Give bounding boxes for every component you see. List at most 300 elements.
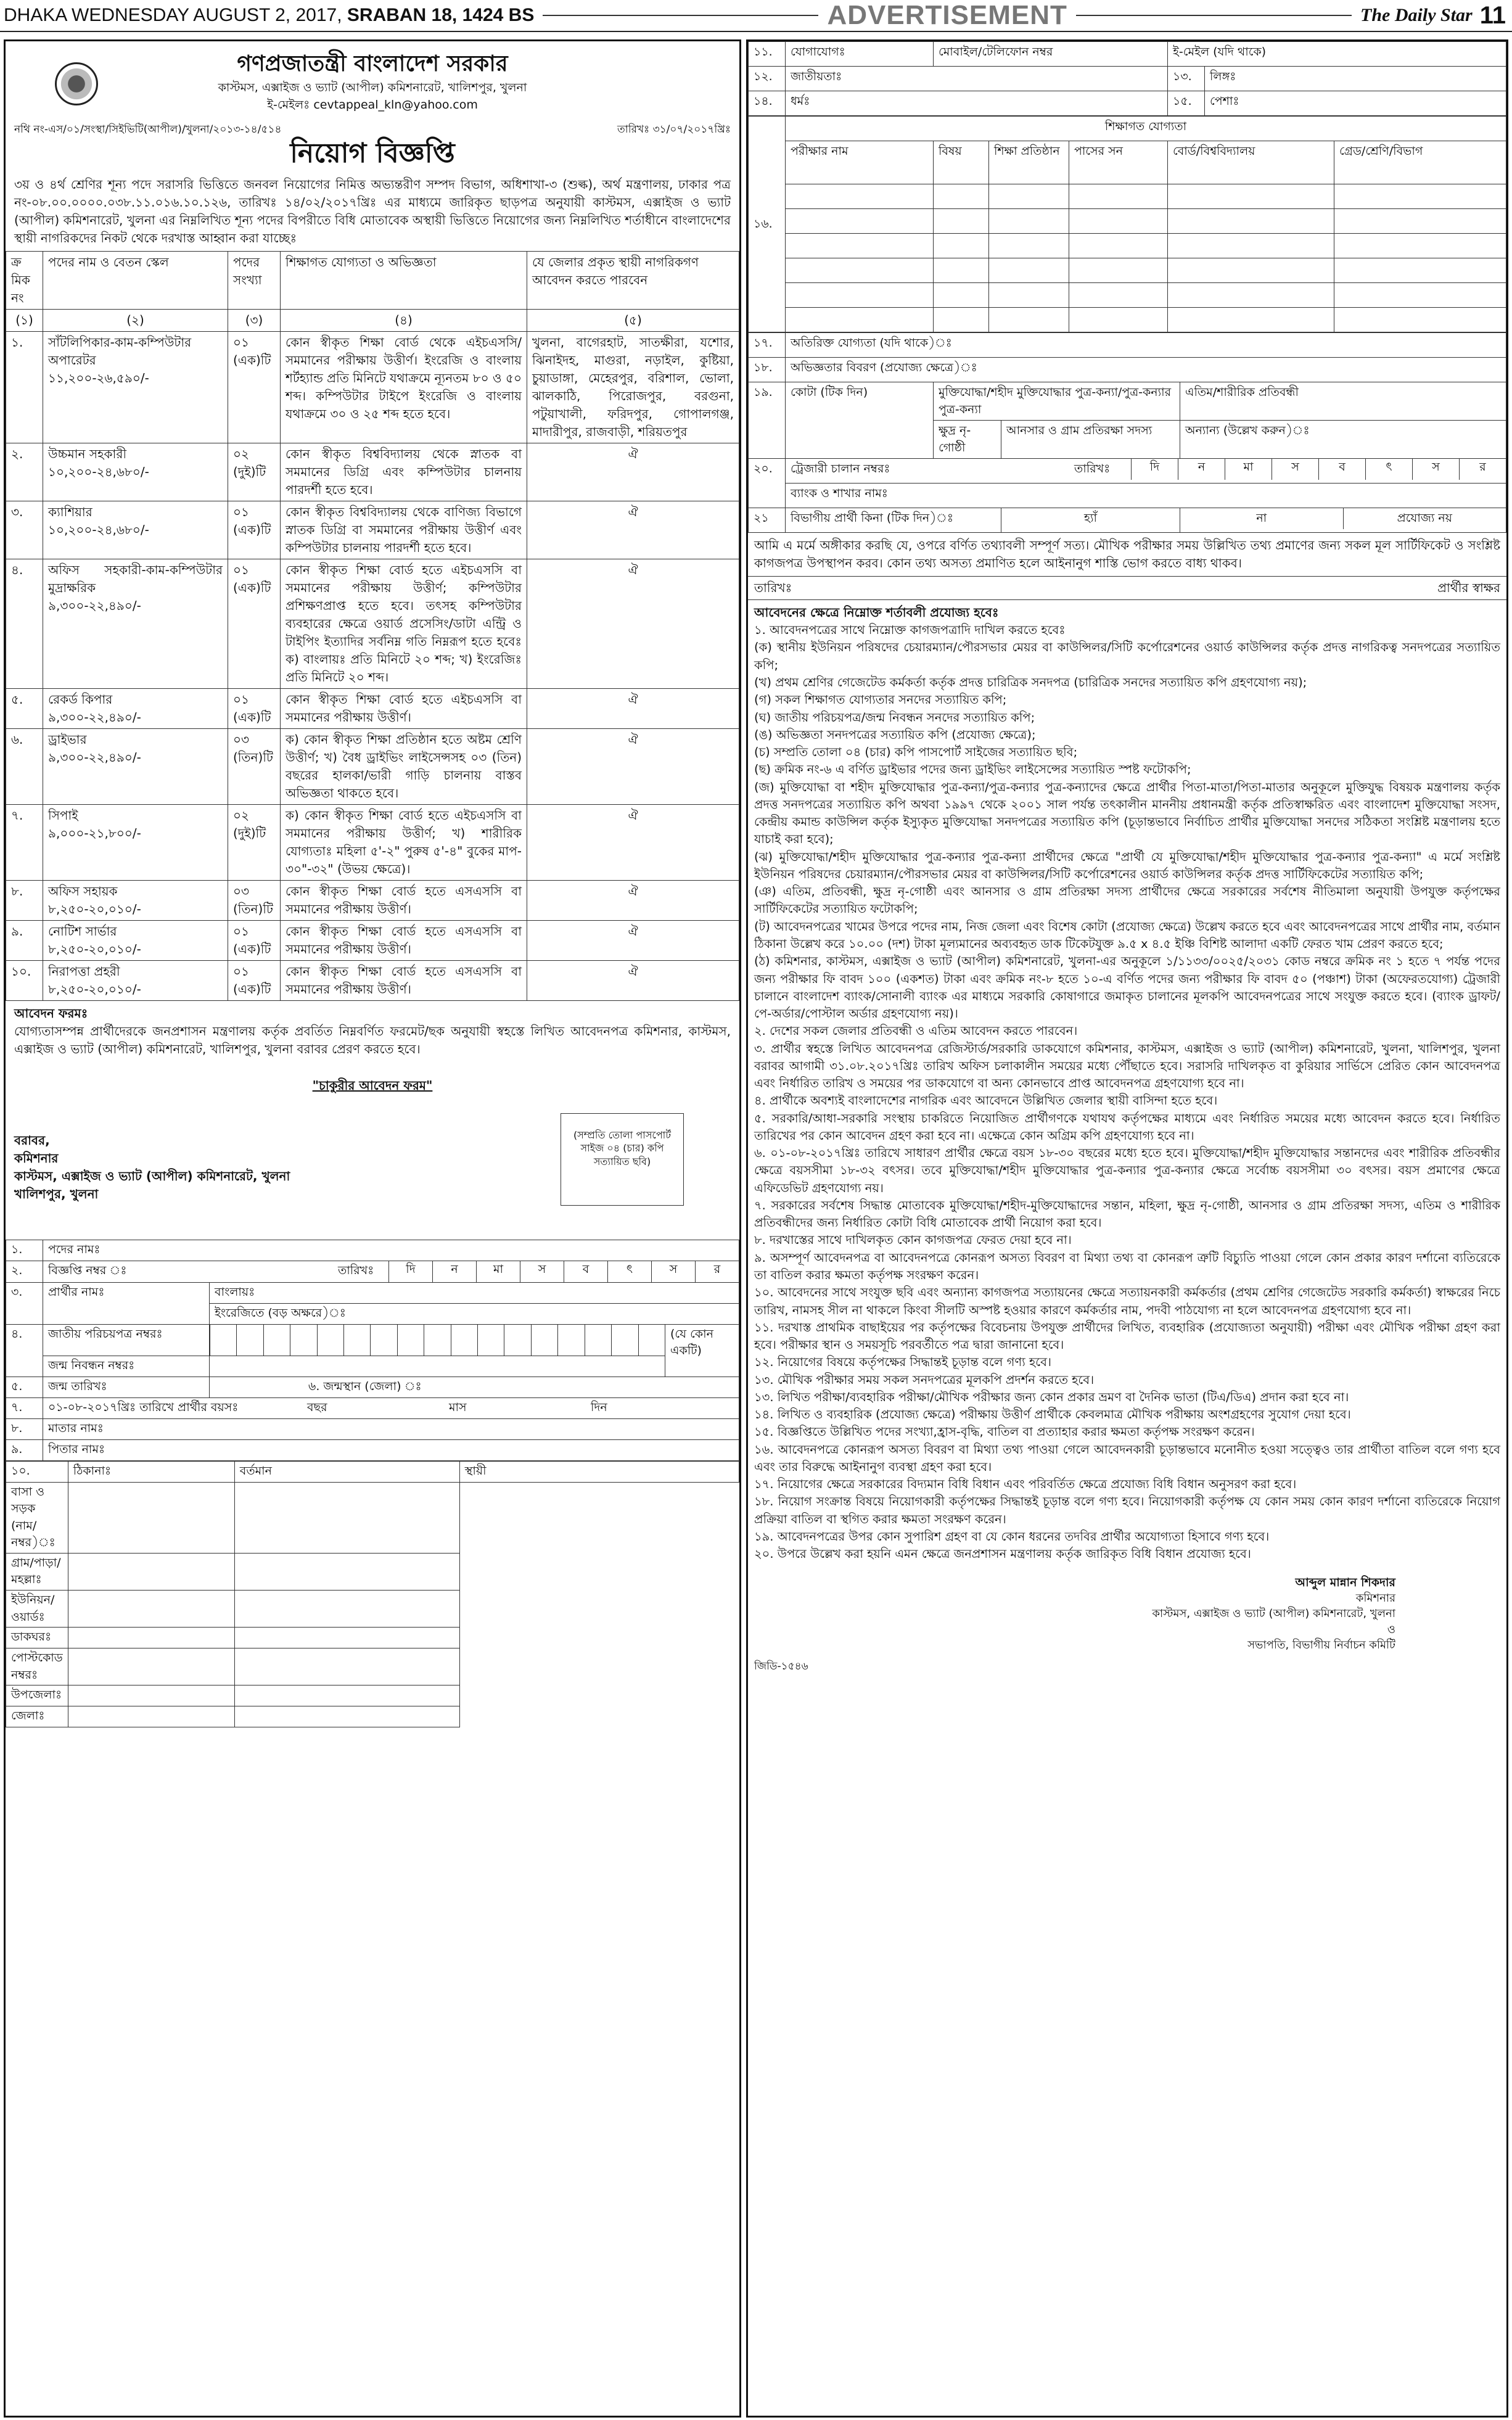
addressee-line: বরাবর, <box>14 1132 50 1148</box>
age-days: দিন <box>591 1400 607 1414</box>
address-present: বর্তমান <box>234 1461 459 1482</box>
post-name-cell <box>43 443 228 501</box>
post-scale: ৮,২৫০-২০,০১০/- <box>48 941 141 957</box>
post-count: ০১ (এক)টি <box>228 960 281 1000</box>
date-box: দি <box>1131 459 1178 480</box>
post-scale: ১০,২০০-২৪,৬৮০/- <box>48 522 149 537</box>
column-separator <box>742 39 746 2418</box>
address-field-label: জেলাঃ <box>6 1706 68 1727</box>
row-label: বিজ্ঞপ্তি নম্বর ঃ <box>48 1263 127 1277</box>
quota-ethnic[interactable]: ক্ষুদ্র নৃ-গোষ্ঠী <box>934 421 1001 459</box>
form-row-extra-qual <box>749 333 1506 358</box>
post-qualification: ক) কোন স্বীকৃত শিক্ষা প্রতিষ্ঠান হতে অষ্টম শ্রেণি উত্তীর্ণ; খ) বৈধ ড্রাইভিং লাইসেন্সসহ ০৩ (তিন) বছরের হালকা/ভারী গাড়ি চালনায় বাস্তব অভিজ্ঞতা থাকতে হবে। <box>281 728 527 804</box>
form-row-religion <box>749 91 1506 116</box>
post-row <box>6 728 739 804</box>
post-name: অফিস সহায়ক <box>48 883 118 899</box>
condition-item: ২. দেশের সকল জেলার প্রতিবন্ধী ও এতিম আবেদন করতে পারবেন। <box>754 1024 1078 1039</box>
post-count: ০৩ (তিন)টি <box>228 880 281 920</box>
date-label: তারিখঃ <box>1074 462 1111 476</box>
row-num: ৪. <box>6 1324 43 1377</box>
date-box: মা <box>476 1261 520 1282</box>
header-district: যে জেলার প্রকৃত স্থায়ী নাগরিকগণ আবেদন করতে পারবেন <box>527 251 739 309</box>
row-label: মাতার নামঃ <box>43 1418 739 1439</box>
condition-item: ১৫. বিজ্ঞপ্তিতে উল্লিখিত পদের সংখ্যা,হ্রাস-বৃদ্ধি, বাতিল বা প্রত্যাহার করার ক্ষমতা কর্তৃপক্ষ সংরক্ষণ করেন। <box>754 1425 1255 1439</box>
condition-item: (ঞ) এতিম, প্রতিবন্ধী, ক্ষুদ্র নৃ-গোষ্ঠী এবং আনসার ও গ্রাম প্রতিরক্ষা সদস্য প্রার্থীদের ক্ষেত্রে সরকারের সর্বশেষ নীতিমালা অনুযায়ী উপযুক্ত কর্তৃপক্ষের সার্টিফিকেটের সত্যায়িত ফটোকপি; <box>754 884 1500 916</box>
education-row <box>749 234 1506 258</box>
address-field-label: উপজেলাঃ <box>6 1685 68 1706</box>
date-box: স <box>1272 459 1318 480</box>
post-name: অফিস সহকারী-কাম-কম্পিউটার মুদ্রাক্ষরিক <box>48 562 223 595</box>
row-label: পিতার নামঃ <box>43 1439 739 1460</box>
date-label: তারিখঃ <box>338 1263 374 1277</box>
condition-item: (ঝ) মুক্তিযোদ্ধা/শহীদ মুক্তিযোদ্ধার পুত্র-কন্যার পুত্র-কন্যা প্রার্থীদের ক্ষেত্রে "প্রার্থী যে মুক্তিযোদ্ধা/শহীদ মুক্তিযোদ্ধার পুত্র-কন্যার পুত্র-কন্যা" এ মর্মে সংশ্লিষ্ট ইউনিয়ন পরিষদের চেয়ারম্যান/পৌরসভার মেয়র বা কাউন্সিলর/সিটি কর্পোরেশনের ওয়ার্ড কাউন্সিলর কর্তৃক প্রদত্ত সার্টিফিকেটের সত্যায়িত কপি; <box>754 849 1500 881</box>
education-header-row <box>749 141 1506 184</box>
address-field-label: পোস্টকোড নম্বরঃ <box>6 1648 68 1685</box>
post-row <box>6 920 739 960</box>
form-row-bank <box>749 484 1506 508</box>
date-box: স <box>520 1261 564 1282</box>
form-row-post <box>6 1240 739 1261</box>
post-count: ০২ (দুই)টি <box>228 443 281 501</box>
date-box: দি <box>388 1261 432 1282</box>
row-label: বিভাগীয় প্রার্থী কিনা (টিক দিন)ঃ <box>786 508 1001 533</box>
row-num: ৯. <box>6 1439 43 1460</box>
post-name-cell <box>43 920 228 960</box>
row-label: অভিজ্ঞতার বিবরণ (প্রযোজ্য ক্ষেত্রে)ঃ <box>786 358 1506 382</box>
header-serial: ক্র মিক নং <box>6 251 43 309</box>
edu-col-institute: শিক্ষা প্রতিষ্ঠান <box>989 141 1069 184</box>
form-row-departmental <box>749 508 1506 533</box>
option-no[interactable]: না <box>1180 508 1344 529</box>
post-count: ০১ (এক)টি <box>228 331 281 443</box>
post-district: খুলনা, বাগেরহাট, সাতক্ষীরা, যশোর, ঝিনাইদহ, মাগুরা, নড়াইল, কুষ্টিয়া, চুয়াডাঙ্গা, মেহেরপুর, বরিশাল, ভোলা, ঝালকাঠি, পিরোজপুর, বরগুনা, পটুয়াখালী, ফরিদপুর, গোপালগঞ্জ, মাদারীপুর, রাজবাড়ী, শরিয়তপুর <box>527 331 739 443</box>
post-name-cell <box>43 960 228 1000</box>
condition-item: (চ) সম্প্রতি তোলা ০৪ (চার) কপি পাসপোর্ট সাইজের সত্যায়িত ছবি; <box>754 745 1078 760</box>
post-serial: ১. <box>6 331 43 443</box>
date-box: মা <box>1225 459 1272 480</box>
index-cell: (১) <box>6 309 43 331</box>
post-district: ঐ <box>527 920 739 960</box>
post-name: ড্রাইভার <box>48 731 87 747</box>
post-scale: ৯,৩০০-২২,৪৯০/- <box>48 709 141 725</box>
post-district: ঐ <box>527 443 739 501</box>
post-name: সিপাই <box>48 807 78 823</box>
form-row-father <box>6 1439 739 1460</box>
index-cell: (২) <box>43 309 228 331</box>
nid-boxes <box>210 1325 665 1356</box>
office-name: কাস্টমস, এক্সাইজ ও ভ্যাট (আপীল) কমিশনারেট, খালিশপুর, খুলনা <box>218 81 527 95</box>
application-form-right <box>748 41 1506 116</box>
application-form-left <box>6 1240 739 1461</box>
row-label: কোটা (টিক দিন) <box>786 382 934 459</box>
memo-number: নথি নং-এস/০১/সংস্থা/সিইভিটি(আপীল)/খুলনা/২০১৩-১৪/৫১৪ <box>14 123 282 136</box>
edu-col-subject: বিষয় <box>934 141 989 184</box>
application-heading: আবেদন ফরমঃ <box>14 1005 88 1021</box>
application-text: যোগ্যতাসম্পন্ন প্রার্থীদেরকে জনপ্রশাসন মন্ত্রণালয় কর্তৃক প্রবর্তিত নিম্নবর্ণিত ফরমেট/ছক অনুযায়ী স্বহস্তে লিখিত আবেদনপত্র কমিশনার, কাস্টমস, এক্সাইজ ও ভ্যাট (আপীল) কমিশনারেট, খালিশপুর, খুলনা বরাবর প্রেরণ করতে হবে। <box>14 1023 731 1056</box>
post-serial: ১০. <box>6 960 43 1000</box>
address-field-label: বাসা ও সড়ক (নাম/নম্বর)ঃ <box>6 1482 68 1553</box>
date-box: র <box>1459 459 1506 480</box>
signatory-name: আব্দুল মান্নান শিকদার <box>1295 1575 1395 1589</box>
option-na[interactable]: প্রযোজ্য নয় <box>1397 511 1452 525</box>
form-row-experience <box>749 358 1506 382</box>
notice-title: নিয়োগ বিজ্ঞপ্তি <box>290 137 455 169</box>
condition-item: ৫. সরকারি/আধা-সরকারি সংস্থায় চাকরিতে নিয়োজিত প্রার্থীগণকে যথাযথ কর্তৃপক্ষের মাধ্যমে এবং নির্ধারিত সময়ের মধ্যে আবেদন করতে হবে। নির্ধারিত তারিখের পর কোন আবেদন গ্রহণ করা হবে না। এক্ষেত্রে কোন অগ্রিম কপি গ্রহণযোগ্য হবে না। <box>754 1111 1500 1143</box>
bs-date: SRABAN 18, 1424 BS <box>347 5 535 26</box>
row-num: ১০. <box>6 1461 68 1482</box>
date-boxes <box>388 1261 739 1282</box>
condition-item: ১০. আবেদনের সাথে সংযুক্ত ছবি এবং অন্যান্য কাগজপত্র সত্যায়নের ক্ষেত্রে সত্যায়নকারী কর্মকর্তার (প্রথম শ্রেণির গেজেটেড সরকারি কর্মকর্তা) স্বাক্ষরের নিচে তারিখ, নামসহ সীল না থাকলে কিংবা সীলটি অস্পষ্ট হওয়ার কারণে কর্মকর্তার নাম, পদবী পাঠযোগ্য না হলে আবেদনপত্র গ্রহণযোগ্য হবে না। <box>754 1285 1500 1317</box>
left-column <box>4 39 741 2418</box>
post-district: ঐ <box>527 960 739 1000</box>
row-label: যোগাযোগঃ <box>786 42 934 67</box>
post-scale: ১০,২০০-২৪,৬৮০/- <box>48 464 149 479</box>
index-cell: (৩) <box>228 309 281 331</box>
row-label: জন্ম তারিখঃ <box>43 1377 210 1397</box>
posts-table <box>6 251 739 1001</box>
form-row-birth <box>6 1377 739 1397</box>
condition-item: (ঙ) অভিজ্ঞতা সনদপত্রের সত্যায়িত কপি (প্রযোজ্য ক্ষেত্রে); <box>754 727 1036 742</box>
post-name: উচ্চমান সহকারী <box>48 446 127 461</box>
address-row <box>6 1591 739 1628</box>
post-row <box>6 880 739 920</box>
posts-index-row <box>6 309 739 331</box>
addressee-line: কমিশনার <box>14 1150 59 1166</box>
post-district: ঐ <box>527 688 739 728</box>
row-num: ১৫. <box>1168 91 1205 116</box>
condition-item: (ছ) ক্রমিক নং-৬ এ বর্ণিত ড্রাইভার পদের জন্য ড্রাইভিং লাইসেন্সের সত্যায়িত স্পষ্ট ফটোকপি; <box>754 762 1191 777</box>
right-column <box>746 39 1508 2418</box>
post-scale: ৯,৩০০-২২,৪৯০/- <box>48 749 141 765</box>
post-qualification: কোন স্বীকৃত শিক্ষা বোর্ড হতে এইচএসসি বা সমমানের পরীক্ষায় উত্তীর্ণ। <box>281 688 527 728</box>
post-count: ০১ (এক)টি <box>228 688 281 728</box>
date-box: স <box>1412 459 1459 480</box>
address-field-label: ইউনিয়ন/ওয়ার্ডঃ <box>6 1591 68 1628</box>
post-count: ০১ (এক)টি <box>228 501 281 559</box>
post-district: ঐ <box>527 804 739 880</box>
edu-col-exam: পরীক্ষার নাম <box>786 141 934 184</box>
education-row <box>749 209 1506 234</box>
post-serial: ৬. <box>6 728 43 804</box>
name-bangla: বাংলায়ঃ <box>210 1282 739 1303</box>
form-right-lower <box>748 332 1506 533</box>
form-row-name-bn <box>6 1282 739 1303</box>
education-row <box>749 258 1506 283</box>
contact-email: ই-মেইল (যদি থাকে) <box>1168 42 1506 67</box>
option-yes[interactable]: হ্যাঁ <box>1001 508 1180 533</box>
post-name: ক্যাশিয়ার <box>48 504 92 519</box>
address-body <box>6 1482 739 1727</box>
section-label: ADVERTISEMENT <box>827 0 1067 31</box>
paper-logo: The Daily Star <box>1360 5 1473 26</box>
post-row <box>6 331 739 443</box>
declaration-date: তারিখঃ <box>754 580 792 596</box>
intro-text: ৩য় ও ৪র্থ শ্রেণির শূন্য পদে সরাসরি ভিত্তিতে জনবল নিয়োগের নিমিত্ত অভ্যন্তরীণ সম্পদ বিভাগ, অধিশাখা-৩ (শুল্ক), অর্থ মন্ত্রণালয়, ঢাকার পত্র নং-০৮.০০.০০০০.০৩৮.১১.০১৬.১০.১২৬, তারিখঃ ১৪/০২/২০১৭খ্রিঃ এর মাধ্যমে জারিকৃত ছাড়পত্র অনুযায়ী কাস্টমস, এক্সাইজ ও ভ্যাট (আপীল) কমিশনারেট, খুলনা এর নিম্নলিখিত শূন্য পদের বিপরীতে বিধি মোতাবেক অস্থায়ী ভিত্তিতে নিয়োগের জন্য নিম্নলিখিত শর্তাধীনে বাংলাদেশের স্থায়ী নাগরিকদের নিকট থেকে দরখাস্ত আহ্বান করা যাচ্ছেঃ <box>14 176 731 245</box>
form-row-nid <box>6 1324 739 1356</box>
condition-item: ৭. সরকারের সর্বশেষ সিদ্ধান্ত মোতাবেক মুক্তিযোদ্ধা/শহীদ-মুক্তিযোদ্ধাদের সন্তান, মহিলা, ক্ষুদ্র নৃ-গোষ্ঠী, আনসার ও গ্রাম প্রতিরক্ষা সদস্য, এতিম ও শারীরিক প্রতিবন্ধীদের জন্য নির্ধারিত কোটা বিধি মোতাবেক প্রার্থী নিয়োগ করা হবে। <box>754 1198 1500 1230</box>
post-district: ঐ <box>527 559 739 688</box>
row-num: ১৮. <box>749 358 786 382</box>
post-name-cell <box>43 688 228 728</box>
post-qualification: কোন স্বীকৃত শিক্ষা বোর্ড হতে এসএসসি বা সমমানের পরীক্ষায় উত্তীর্ণ। <box>281 920 527 960</box>
address-field-label: ডাকঘরঃ <box>6 1628 68 1648</box>
row-label: অতিরিক্ত যোগ্যতা (যদি থাকে)ঃ <box>786 333 1506 358</box>
condition-item: ৯. অসম্পূর্ণ আবেদনপত্র বা আবেদনপত্রে কোনরূপ অসত্য বিবরণ বা মিথ্যা তথ্য বা কোনরূপ ত্রুটি বিচ্যুতি পাওয়া গেলে কোন প্রকার কারণ দর্শানো ব্যতিরেকে তা বাতিল করার ক্ষমতা কর্তৃপক্ষ সংরক্ষণ করেন। <box>754 1250 1500 1283</box>
post-name-cell <box>43 331 228 443</box>
condition-item: (ঘ) জাতীয় পরিচয়পত্র/জন্ম নিবন্ধন সনদের সত্যায়িত কপি; <box>754 710 1035 725</box>
post-name-cell <box>43 728 228 804</box>
declaration-sign-row <box>748 577 1506 600</box>
post-name-cell <box>43 559 228 688</box>
post-serial: ৮. <box>6 880 43 920</box>
photo-box: (সম্প্রতি তোলা পাসপোর্ট সাইজ ০৪ (চার) কপি সত্যায়িত ছবি) <box>561 1113 684 1206</box>
post-name: সাঁটলিপিকার-কাম-কম্পিউটার অপারেটর <box>48 334 192 368</box>
form-title: "চাকুরীর আবেদন ফরম" <box>312 1077 433 1093</box>
condition-item: (জ) মুক্তিযোদ্ধা বা শহীদ মুক্তিযোদ্ধার পুত্র-কন্যা/পুত্র-কন্যার পুত্র-কন্যাদের ক্ষেত্রে প্রার্থীর পিতা-মাতা/পিতা-মাতার অনুকূলে মুক্তিযুদ্ধ বিষয়ক মন্ত্রণালয় কর্তৃক প্রদত্ত সনদপত্রের সত্যায়িত কপি অথবা ১৯৯৭ থেকে ২০০১ সাল পর্যন্ত তৎকালীন মাননীয় প্রধানমন্ত্রী কর্তৃক প্রতিস্বাক্ষরিত এবং বাংলাদেশ মুক্তিযোদ্ধা সংসদ, কেন্দ্রীয় কমান্ড কাউন্সিল কর্তৃক ইস্যুকৃত মুক্তিযোদ্ধা সনদপত্রের সত্যায়িত কপি (চূড়ান্তভাবে নির্বাচিত প্রার্থীর মুক্তিযোদ্ধা সনদের সঠিকতা সংশ্লিষ্ট মন্ত্রণালয় হতে যাচাই করা হবে); <box>754 780 1500 847</box>
condition-item: ১৩. মৌখিক পরীক্ষার সময় সকল সনদপত্রের মূলকপি প্রদর্শন করতে হবে। <box>754 1372 1095 1387</box>
date-box: স <box>651 1261 695 1282</box>
row-num: ৭. <box>6 1397 43 1418</box>
post-row <box>6 960 739 1000</box>
row-label: জাতীয়তাঃ <box>786 67 1168 91</box>
address-row <box>6 1553 739 1590</box>
post-name: নোটিশ সার্ভার <box>48 923 117 939</box>
row-label: জাতীয় পরিচয়পত্র নম্বরঃ <box>43 1324 210 1356</box>
date-box: ন <box>432 1261 476 1282</box>
index-cell: (৪) <box>281 309 527 331</box>
signatory-office: কাস্টমস, এক্সাইজ ও ভ্যাট (আপীল) কমিশনারেট, খুলনা <box>1152 1607 1395 1621</box>
row-label: পদের নামঃ <box>43 1240 739 1261</box>
condition-item: ৪. প্রার্থীকে অবশ্যই বাংলাদেশের নাগরিক এবং আবেদনে উল্লিখিত জেলার স্থায়ী বাসিন্দা হতে হবে। <box>754 1093 1218 1108</box>
post-name-cell <box>43 804 228 880</box>
post-row <box>6 501 739 559</box>
post-serial: ৭. <box>6 804 43 880</box>
post-scale: ৯,৩০০-২২,৪৯০/- <box>48 598 141 613</box>
row-label: পেশাঃ <box>1205 91 1506 116</box>
condition-item: (ক) স্থানীয় ইউনিয়ন পরিষদের চেয়ারম্যান/পৌরসভার মেয়র বা কাউন্সিলর/সিটি কর্পোরেশনের ওয়ার্ড কাউন্সিলর কর্তৃক প্রদত্ত নাগরিকত্ব সনদপত্রের সত্যায়িত কপি; <box>754 640 1500 672</box>
office-email: ই-মেইলঃ cevtappeal_kln@yahoo.com <box>267 97 478 112</box>
gov-name: গণপ্রজাতন্ত্রী বাংলাদেশ সরকার <box>237 51 508 76</box>
row-num: ১৩. <box>1168 67 1205 91</box>
condition-item: ৮. দরখাস্তের সাথে দাখিলকৃত কোন কাগজপত্র ফেরত দেয়া হবে না। <box>754 1233 1072 1248</box>
row-num: ১৭. <box>749 333 786 358</box>
address-row <box>6 1482 739 1553</box>
edu-col-year: পাসের সন <box>1069 141 1168 184</box>
post-qualification: কোন স্বীকৃত শিক্ষা বোর্ড থেকে এইচএসসি/সমমানের পরীক্ষায় উত্তীর্ণ। ইংরেজি ও বাংলায় শর্টহ্যান্ড প্রতি মিনিটে যথাক্রমে ন্যূনতম ৮০ ও ৫০ শব্দ। কম্পিউটার টাইপে ইংরেজি ও বাংলায় যথাক্রমে ৩০ ও ২৫ শব্দ হতে হবে। <box>281 331 527 443</box>
quota-ansar[interactable]: আনসার ও গ্রাম প্রতিরক্ষা সদস্য <box>1001 421 1180 459</box>
row-label: প্রার্থীর নামঃ <box>43 1282 210 1324</box>
gd-code: জিডি-১৫৪৬ <box>754 1660 808 1673</box>
signatory-and: ও <box>1387 1623 1395 1636</box>
condition-item: (খ) প্রথম শ্রেণির গেজেটেড কর্মকর্তা কর্তৃক প্রদত্ত চারিত্রিক সনদপত্র (চারিত্রিক সনদের সত্যায়িত কপি গ্রহণযোগ্য নয়); <box>754 675 1307 689</box>
condition-item: ১১. দরখাস্ত প্রাথমিক বাছাইয়ের পর কর্তৃপক্ষের বিবেচনায় উপযুক্ত প্রার্থীদের লিখিত, ব্যবহারিক (প্রযোজ্যতা অনুযায়ী) পরীক্ষা এবং মৌখিক পরীক্ষা গ্রহণ করা হবে। পরীক্ষার স্থান ও সময়সূচি পরবর্তীতে পত্র দ্বারা জানানো হবে। <box>754 1320 1500 1352</box>
post-serial: ২. <box>6 443 43 501</box>
address-permanent: স্থায়ী <box>459 1461 739 1482</box>
address-row <box>6 1685 739 1706</box>
condition-item: ১২. নিয়োগের বিষয়ে কর্তৃপক্ষের সিদ্ধান্তই চূড়ান্ত বলে গণ্য হবে। <box>754 1355 1051 1370</box>
form-row-ad-number <box>6 1261 739 1282</box>
row-num: ১৯. <box>749 382 786 459</box>
condition-item: ১৪. লিখিত ও ব্যবহারিক (প্রযোজ্য ক্ষেত্রে) পরীক্ষায় উত্তীর্ণ প্রার্থীকে কেবলমাত্র মৌখিক পরীক্ষায় অংশগ্রহণের সুযোগ দেয়া হবে। <box>754 1407 1351 1422</box>
posts-body <box>6 331 739 1000</box>
row-label: জন্ম নিবন্ধন নম্বরঃ <box>43 1356 210 1377</box>
post-district: ঐ <box>527 728 739 804</box>
post-name: রেকর্ড কিপার <box>48 691 113 707</box>
date-box: ন <box>1178 459 1225 480</box>
signature-block <box>748 1563 1506 1653</box>
signatory-committee: সভাপতি, বিভাগীয় নির্বাচন কমিটি <box>1247 1638 1395 1652</box>
post-qualification: কোন স্বীকৃত বিশ্ববিদ্যালয় থেকে বাণিজ্য বিভাগে স্নাতক ডিগ্রি বা সমমানের পরীক্ষায় উত্তীর্ণ এবং কম্পিউটার চালনায় পারদর্শী হতে হবে। <box>281 501 527 559</box>
row-label: লিঙ্গঃ <box>1205 67 1506 91</box>
address-label: ঠিকানাঃ <box>68 1461 234 1482</box>
post-qualification: ক) কোন স্বীকৃত শিক্ষা বোর্ড হতে এইচএসসি বা সমমানের পরীক্ষায় উত্তীর্ণ; খ) শারীরিক যোগ্যতাঃ মহিলা ৫'-২" পুরুষ ৫'-৪" বুকের মাপ- ৩০"-৩২" (উভয় ক্ষেত্রে)। <box>281 804 527 880</box>
education-title: শিক্ষাগত যোগ্যতা <box>786 117 1506 141</box>
condition-item: ১৩. লিখিত পরীক্ষা/ব্যবহারিক পরীক্ষা/মৌখিক পরীক্ষার জন্য কোন প্রকার ভ্রমণ বা দৈনিক ভাতা (টিএ/ডিএ) প্রদান করা হবে না। <box>754 1389 1349 1404</box>
addressee-line: খালিশপুর, খুলনা <box>14 1186 99 1201</box>
form-row-nationality <box>749 67 1506 91</box>
post-qualification: কোন স্বীকৃত শিক্ষা বোর্ড হতে এসএসসি বা সমমানের পরীক্ষায় উত্তীর্ণ। <box>281 880 527 920</box>
address-field-label: গ্রাম/পাড়া/মহল্লাঃ <box>6 1553 68 1590</box>
post-count: ০৩ (তিন)টি <box>228 728 281 804</box>
row-num: ৫. <box>6 1377 43 1397</box>
condition-item: ১৮. নিয়োগ সংক্রান্ত বিষয়ে নিয়োগকারী কর্তৃপক্ষের সিদ্ধান্তই চূড়ান্ত বলে গণ্য হবে। নিয়োগকারী কর্তৃপক্ষ যে কোন সময় কোন কারণ দর্শানো ব্যতিরেকে নিয়োগ প্রক্রিয়া বাতিল বা স্থগিত করার ক্ষমতা সংরক্ষণ করেন। <box>754 1494 1500 1526</box>
page-number: 11 <box>1479 2 1506 29</box>
education-table <box>748 116 1506 332</box>
quota-freedom-fighter[interactable]: মুক্তিযোদ্ধা/শহীদ মুক্তিযোদ্ধার পুত্র-কন্যা/পুত্র-কন্যার পুত্র-কন্যা <box>934 382 1180 421</box>
age-months: মাস <box>449 1400 467 1414</box>
quota-other[interactable]: অন্যান্য (উল্লেখ করুন)ঃ <box>1180 421 1506 459</box>
header-qualification: শিক্ষাগত যোগ্যতা ও অভিজ্ঞতা <box>281 251 527 309</box>
date-box: ৎ <box>607 1261 651 1282</box>
address-row <box>6 1648 739 1685</box>
post-count: ০১ (এক)টি <box>228 920 281 960</box>
post-district: ঐ <box>527 880 739 920</box>
declaration: আমি এ মর্মে অঙ্গীকার করছি যে, ওপরে বর্ণিত তথ্যাবলী সম্পূর্ণ সত্য। মৌখিক পরীক্ষার সময় উল্লিখিত তথ্য প্রমাণের জন্য সকল মূল সার্টিফিকেট ও সংশ্লিষ্ট কাগজপত্র উপস্থাপন করব। কোন তথ্য অসত্য প্রমাণিত হলে আইনানুগ শাস্তি ভোগ করতে বাধ্য থাকব। <box>748 533 1506 577</box>
post-row <box>6 688 739 728</box>
post-qualification: কোন স্বীকৃত বিশ্ববিদ্যালয় থেকে স্নাতক বা সমমানের ডিগ্রি এবং কম্পিউটার চালনায় পারদর্শী হতে হবে। <box>281 443 527 501</box>
post-name: নিরাপত্তা প্রহরী <box>48 963 120 979</box>
edu-col-grade: গ্রেড/শ্রেণি/বিভাগ <box>1334 141 1506 184</box>
address-row <box>6 1706 739 1727</box>
gov-seal-icon <box>55 62 98 105</box>
post-serial: ৩. <box>6 501 43 559</box>
education-title-row <box>749 117 1506 141</box>
form-addressee <box>6 1129 739 1240</box>
condition-item: (ট) আবেদনপত্রের খামের উপরে পদের নাম, নিজ জেলা এবং বিশেষ কোটা (প্রযোজ্য ক্ষেত্রে) উল্লেখ করতে হবে এবং আবেদনপত্রের সাথে প্রার্থীর নাম, বর্তমান ঠিকানা উল্লেখ করে ১০.০০ (দশ) টাকা মূল্যমানের অব্যবহৃত ডাক টিকেটযুক্ত ৯.৫ x ৪.৫ ইঞ্চি বিশিষ্ট আলাদা একটি ফেরত খাম প্রেরণ করতে হবে; <box>754 919 1500 951</box>
row-label: ট্রেজারী চালান নম্বরঃ <box>791 462 890 476</box>
header-count: পদের সংখ্যা <box>228 251 281 309</box>
row-label: ধর্মঃ <box>786 91 1168 116</box>
condition-item: ৩. প্রার্থীর স্বহস্তে লিখিত আবেদনপত্র রেজিস্টার্ড/সরকারি ডাকযোগে কমিশনার, কাস্টমস, এক্সাইজ ও ভ্যাট (আপীল) কমিশনারেট, খুলনা, খালিশপুর, খুলনা বরাবর আগামী ৩১.০৮.২০১৭খ্রিঃ তারিখ অফিস চলাকালীন সময়ের মধ্যে পৌঁছাতে হবে। সরাসরি দাখিলকৃত বা কুরিয়ার সার্ভিসে প্রেরিত কোন আবেদনপত্র এবং নির্ধারিত তারিখ ও সময়ের পর ডাকযোগে বা অন্য কোনভাবে প্রাপ্ত আবেদনপত্র গ্রহণযোগ্য হবে না। <box>754 1041 1500 1091</box>
conditions-heading: আবেদনের ক্ষেত্রে নিম্নোক্ত শর্তাবলী প্রযোজ্য হবেঃ <box>754 605 999 620</box>
row-num: ১৬. <box>749 117 786 332</box>
form-row-age <box>6 1397 739 1418</box>
form-row-quota <box>749 382 1506 421</box>
address-row <box>6 1628 739 1648</box>
header-post-name: পদের নাম ও বেতন স্কেল <box>43 251 228 309</box>
memo-date: তারিখঃ ৩১/০৭/২০১৭খ্রিঃ <box>617 123 731 136</box>
addressee-line: কাস্টমস, এক্সাইজ ও ভ্যাট (আপীল) কমিশনারেট, খুলনা <box>14 1168 290 1183</box>
row-label: ০১-০৮-২০১৭খ্রিঃ তারিখে প্রার্থীর বয়সঃ <box>48 1400 239 1414</box>
condition-item: (ঠ) কমিশনার, কাস্টমস, এক্সাইজ ও ভ্যাট (আপীল) কমিশনারেট, খুলনা-এর অনুকূলে ১/১১৩৩/০০২৫/২০৩১ কোড নম্বরে ক্রমিক নং ১ হতে ৭ পর্যন্ত পদের জন্য পরীক্ষার ফি বাবদ ১০০ (একশত) টাকা এবং ক্রমিক নং-৮ হতে ১০-এ বর্ণিত পদের জন্য পরীক্ষার ফি বাবদ ৫০ (পঞ্চাশ) টাকা (অফেরতযোগ্য) ট্রেজারী চালানে বাংলাদেশ ব্যাংক/সোনালী ব্যাংক এর মাধ্যমে সরকারি কোষাগারে জমাকৃত চালানের মূলকপি আবেদনপত্রের সাথে সংযুক্ত করতে হবে। (ব্যাংক ড্রাফট/পে-অর্ডার/পোস্টাল অর্ডার গ্রহণযোগ্য নয়)। <box>754 954 1500 1021</box>
post-serial: ৪. <box>6 559 43 688</box>
index-cell: (৫) <box>527 309 739 331</box>
date-boxes <box>1131 459 1506 480</box>
row-num: ১৪. <box>749 91 786 116</box>
post-scale: ৮,২৫০-২০,০১০/- <box>48 901 141 916</box>
birth-place: ৬. জন্মস্থান (জেলা) ঃ <box>210 1377 739 1397</box>
masthead-rule-2 <box>1076 15 1352 16</box>
condition-item: ১. আবেদনপত্রের সাথে নিম্নোক্ত কাগজপত্রাদি দাখিল করতে হবেঃ <box>754 623 1066 638</box>
post-scale: ৮,২৫০-২০,০১০/- <box>48 981 141 997</box>
post-scale: ৯,০০০-২১,৮০০/- <box>48 825 141 841</box>
form-row-mother <box>6 1418 739 1439</box>
date-box: ব <box>564 1261 607 1282</box>
row-num: ৮. <box>6 1418 43 1439</box>
education-row <box>749 184 1506 209</box>
date-box: র <box>695 1261 739 1282</box>
form-row-contact <box>749 42 1506 67</box>
signatory-title: কমিশনার <box>1355 1592 1395 1605</box>
post-scale: ১১,২০০-২৬,৫৯০/- <box>48 370 149 385</box>
post-count: ০১ (এক)টি <box>228 559 281 688</box>
form-row-treasury <box>749 459 1506 484</box>
post-row <box>6 443 739 501</box>
age-years: বছর <box>307 1400 327 1414</box>
quota-orphan-disabled[interactable]: এতিম/শারীরিক প্রতিবন্ধী <box>1180 382 1506 421</box>
condition-item: ১৯. আবেদনপত্রের উপর কোন সুপারিশ গ্রহণ বা যে কোন ধরনের তদবির প্রার্থীর অযোগ্যতা হিসাবে গণ্য হবে। <box>754 1529 1270 1544</box>
post-qualification: কোন স্বীকৃত শিক্ষা বোর্ড হতে এসএসসি বা সমমানের পরীক্ষায় উত্তীর্ণ। <box>281 960 527 1000</box>
row-num: ৩. <box>6 1282 43 1324</box>
conditions-list <box>748 622 1506 1563</box>
address-header <box>6 1461 739 1482</box>
form-row-birth-reg <box>6 1356 739 1377</box>
post-qualification: কোন স্বীকৃত শিক্ষা বোর্ড হতে এইচএসসি বা সমমানের পরীক্ষায় উত্তীর্ণ; কম্পিউটার প্রশিক্ষণপ্রাপ্ত হতে হবে। তৎসহ কম্পিউটার ব্যবহারের ক্ষেত্রে ওয়ার্ড প্রসেসিং/ডাটা এন্ট্রি ও টাইপিং ইত্যাদির সর্বনিম্ন গতি নিম্নরূপ হতে হবেঃ ক) বাংলায়ঃ প্রতি মিনিটে ২০ শব্দ; খ) ইংরেজিঃ প্রতি মিনিটে ২০ শব্দ। <box>281 559 527 688</box>
row-num: ২১ <box>749 508 786 533</box>
dateline <box>0 2 534 29</box>
post-serial: ৯. <box>6 920 43 960</box>
id-note: (যে কোন একটি) <box>665 1324 739 1377</box>
notice-header <box>6 41 739 113</box>
edu-col-board: বোর্ড/বিশ্ববিদ্যালয় <box>1168 141 1334 184</box>
condition-item: ১৬. আবেদনপত্রে কোনরূপ অসত্য বিবরণ বা মিথ্যা তথ্য পাওয়া গেলে আবেদনকারী চূড়ান্তভাবে মনোনীত হওয়া সত্ত্বেও তার প্রার্থীতা বাতিল বলে গণ্য হবে এবং তার বিরুদ্ধে আইনানুগ ব্যবস্থা গ্রহণ করা হবে। <box>754 1442 1500 1474</box>
education-row <box>749 308 1506 332</box>
post-count: ০২ (দুই)টি <box>228 804 281 880</box>
post-name-cell <box>43 501 228 559</box>
masthead <box>0 0 1512 32</box>
post-serial: ৫. <box>6 688 43 728</box>
post-name-cell <box>43 880 228 920</box>
name-english: ইংরেজিতে (বড় অক্ষরে)ঃ <box>210 1303 739 1324</box>
row-num: ১২. <box>749 67 786 91</box>
applicant-signature: প্রার্থীর স্বাক্ষর <box>1437 580 1500 596</box>
date-box: ৎ <box>1365 459 1412 480</box>
row-label: ব্যাংক ও শাখার নামঃ <box>786 484 1506 508</box>
contact-mobile: মোবাইল/টেলিফোন নম্বর <box>934 42 1168 67</box>
row-num: ১. <box>6 1240 43 1261</box>
address-table <box>6 1461 739 1727</box>
masthead-rule <box>543 15 818 16</box>
posts-header-row <box>6 251 739 309</box>
date-box: ব <box>1318 459 1365 480</box>
row-num: ১১. <box>749 42 786 67</box>
row-num: ২০. <box>749 459 786 508</box>
post-row <box>6 804 739 880</box>
footer <box>748 1653 1506 1681</box>
post-district: ঐ <box>527 501 739 559</box>
post-row <box>6 559 739 688</box>
condition-item: (গ) সকল শিক্ষাগত যোগ্যতার সনদের সত্যায়িত কপি; <box>754 693 1007 707</box>
